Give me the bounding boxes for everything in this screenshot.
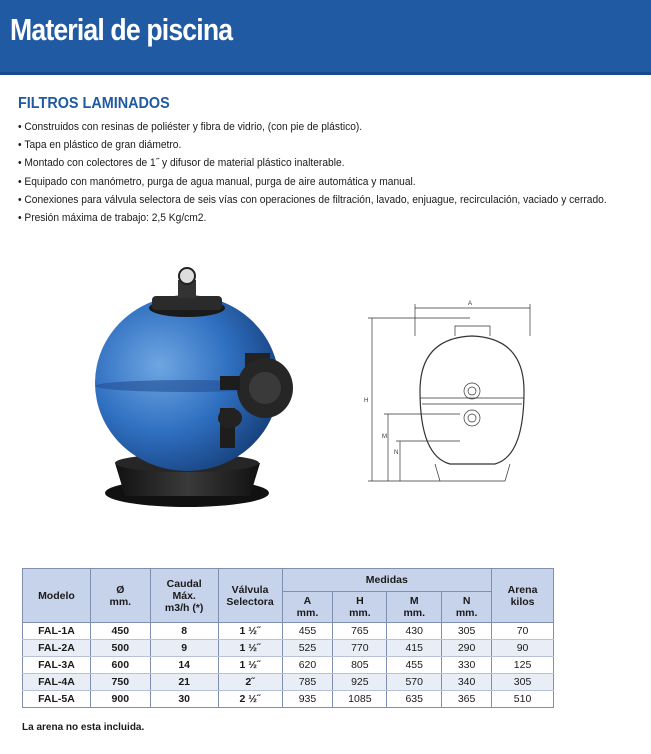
cell-diam: 900 (90, 691, 150, 708)
cell-m: 415 (387, 640, 442, 657)
cell-valvula: 1 ½˝ (218, 657, 282, 674)
cell-caudal: 9 (150, 640, 218, 657)
cell-valvula: 2˝ (218, 674, 282, 691)
cell-diam: 750 (90, 674, 150, 691)
cell-n: 365 (442, 691, 492, 708)
dim-label-m: M (382, 434, 387, 440)
table-row (23, 657, 554, 674)
cell-a: 785 (282, 674, 333, 691)
cell-h: 925 (333, 674, 387, 691)
col-medidas: Medidas (282, 569, 492, 592)
cell-modelo: FAL-5A (23, 691, 91, 708)
col-m: M mm. (387, 592, 442, 623)
col-valvula: Válvula Selectora (218, 569, 282, 623)
col-h: H mm. (333, 592, 387, 623)
dim-label-n: N (394, 450, 399, 456)
cell-arena: 70 (492, 623, 554, 640)
dimension-drawing (360, 296, 545, 488)
specs-table (22, 568, 554, 708)
cell-arena: 305 (492, 674, 554, 691)
feature-item: • Presión máxima de trabajo: 2,5 Kg/cm2. (18, 209, 607, 227)
cell-n: 340 (442, 674, 492, 691)
cell-a: 455 (282, 623, 333, 640)
feature-item: • Montado con colectores de 1˝ y difusor de material plástico inalterable. (18, 154, 607, 172)
table-row (23, 674, 554, 691)
table-row (23, 640, 554, 657)
cell-a: 525 (282, 640, 333, 657)
cell-h: 765 (333, 623, 387, 640)
col-a: A mm. (282, 592, 333, 623)
section-title: FILTROS LAMINADOS (18, 95, 170, 112)
cell-caudal: 30 (150, 691, 218, 708)
cell-a: 935 (282, 691, 333, 708)
col-arena: Arena kilos (492, 569, 554, 623)
feature-item: • Tapa en plástico de gran diámetro. (18, 136, 607, 154)
cell-h: 805 (333, 657, 387, 674)
cell-m: 635 (387, 691, 442, 708)
dim-label-h: H (364, 398, 369, 404)
cell-n: 330 (442, 657, 492, 674)
cell-h: 770 (333, 640, 387, 657)
col-caudal: Caudal Máx. m3/h (*) (150, 569, 218, 623)
cell-valvula: 1 ½˝ (218, 640, 282, 657)
cell-caudal: 21 (150, 674, 218, 691)
feature-item: • Conexiones para válvula selectora de seis vías con operaciones de filtración, lavado, enjuague, recirculación, vaciado y cerrado. (18, 191, 607, 209)
cell-modelo: FAL-4A (23, 674, 91, 691)
cell-diam: 500 (90, 640, 150, 657)
feature-item: • Equipado con manómetro, purga de agua manual, purga de aire automática y manual. (18, 173, 607, 191)
cell-arena: 125 (492, 657, 554, 674)
table-row (23, 691, 554, 708)
cell-diam: 600 (90, 657, 150, 674)
feature-list (18, 118, 651, 227)
cell-n: 290 (442, 640, 492, 657)
cell-caudal: 14 (150, 657, 218, 674)
cell-modelo: FAL-2A (23, 640, 91, 657)
col-modelo: Modelo (23, 569, 91, 623)
page-header (0, 0, 651, 75)
col-diametro: Ø mm. (90, 569, 150, 623)
footnote: La arena no esta incluida. (22, 722, 145, 733)
cell-modelo: FAL-1A (23, 623, 91, 640)
page-title: Material de piscina (10, 12, 233, 47)
table-row (23, 623, 554, 640)
col-n: N mm. (442, 592, 492, 623)
feature-item: • Construidos con resinas de poliéster y fibra de vidrio, (con pie de plástico). (18, 118, 607, 136)
cell-m: 570 (387, 674, 442, 691)
cell-h: 1085 (333, 691, 387, 708)
filter-photo (80, 258, 310, 518)
cell-valvula: 1 ½˝ (218, 623, 282, 640)
cell-diam: 450 (90, 623, 150, 640)
cell-caudal: 8 (150, 623, 218, 640)
dim-label-a: A (468, 301, 473, 307)
cell-valvula: 2 ½˝ (218, 691, 282, 708)
cell-m: 430 (387, 623, 442, 640)
cell-a: 620 (282, 657, 333, 674)
cell-arena: 510 (492, 691, 554, 708)
cell-n: 305 (442, 623, 492, 640)
cell-m: 455 (387, 657, 442, 674)
cell-modelo: FAL-3A (23, 657, 91, 674)
cell-arena: 90 (492, 640, 554, 657)
